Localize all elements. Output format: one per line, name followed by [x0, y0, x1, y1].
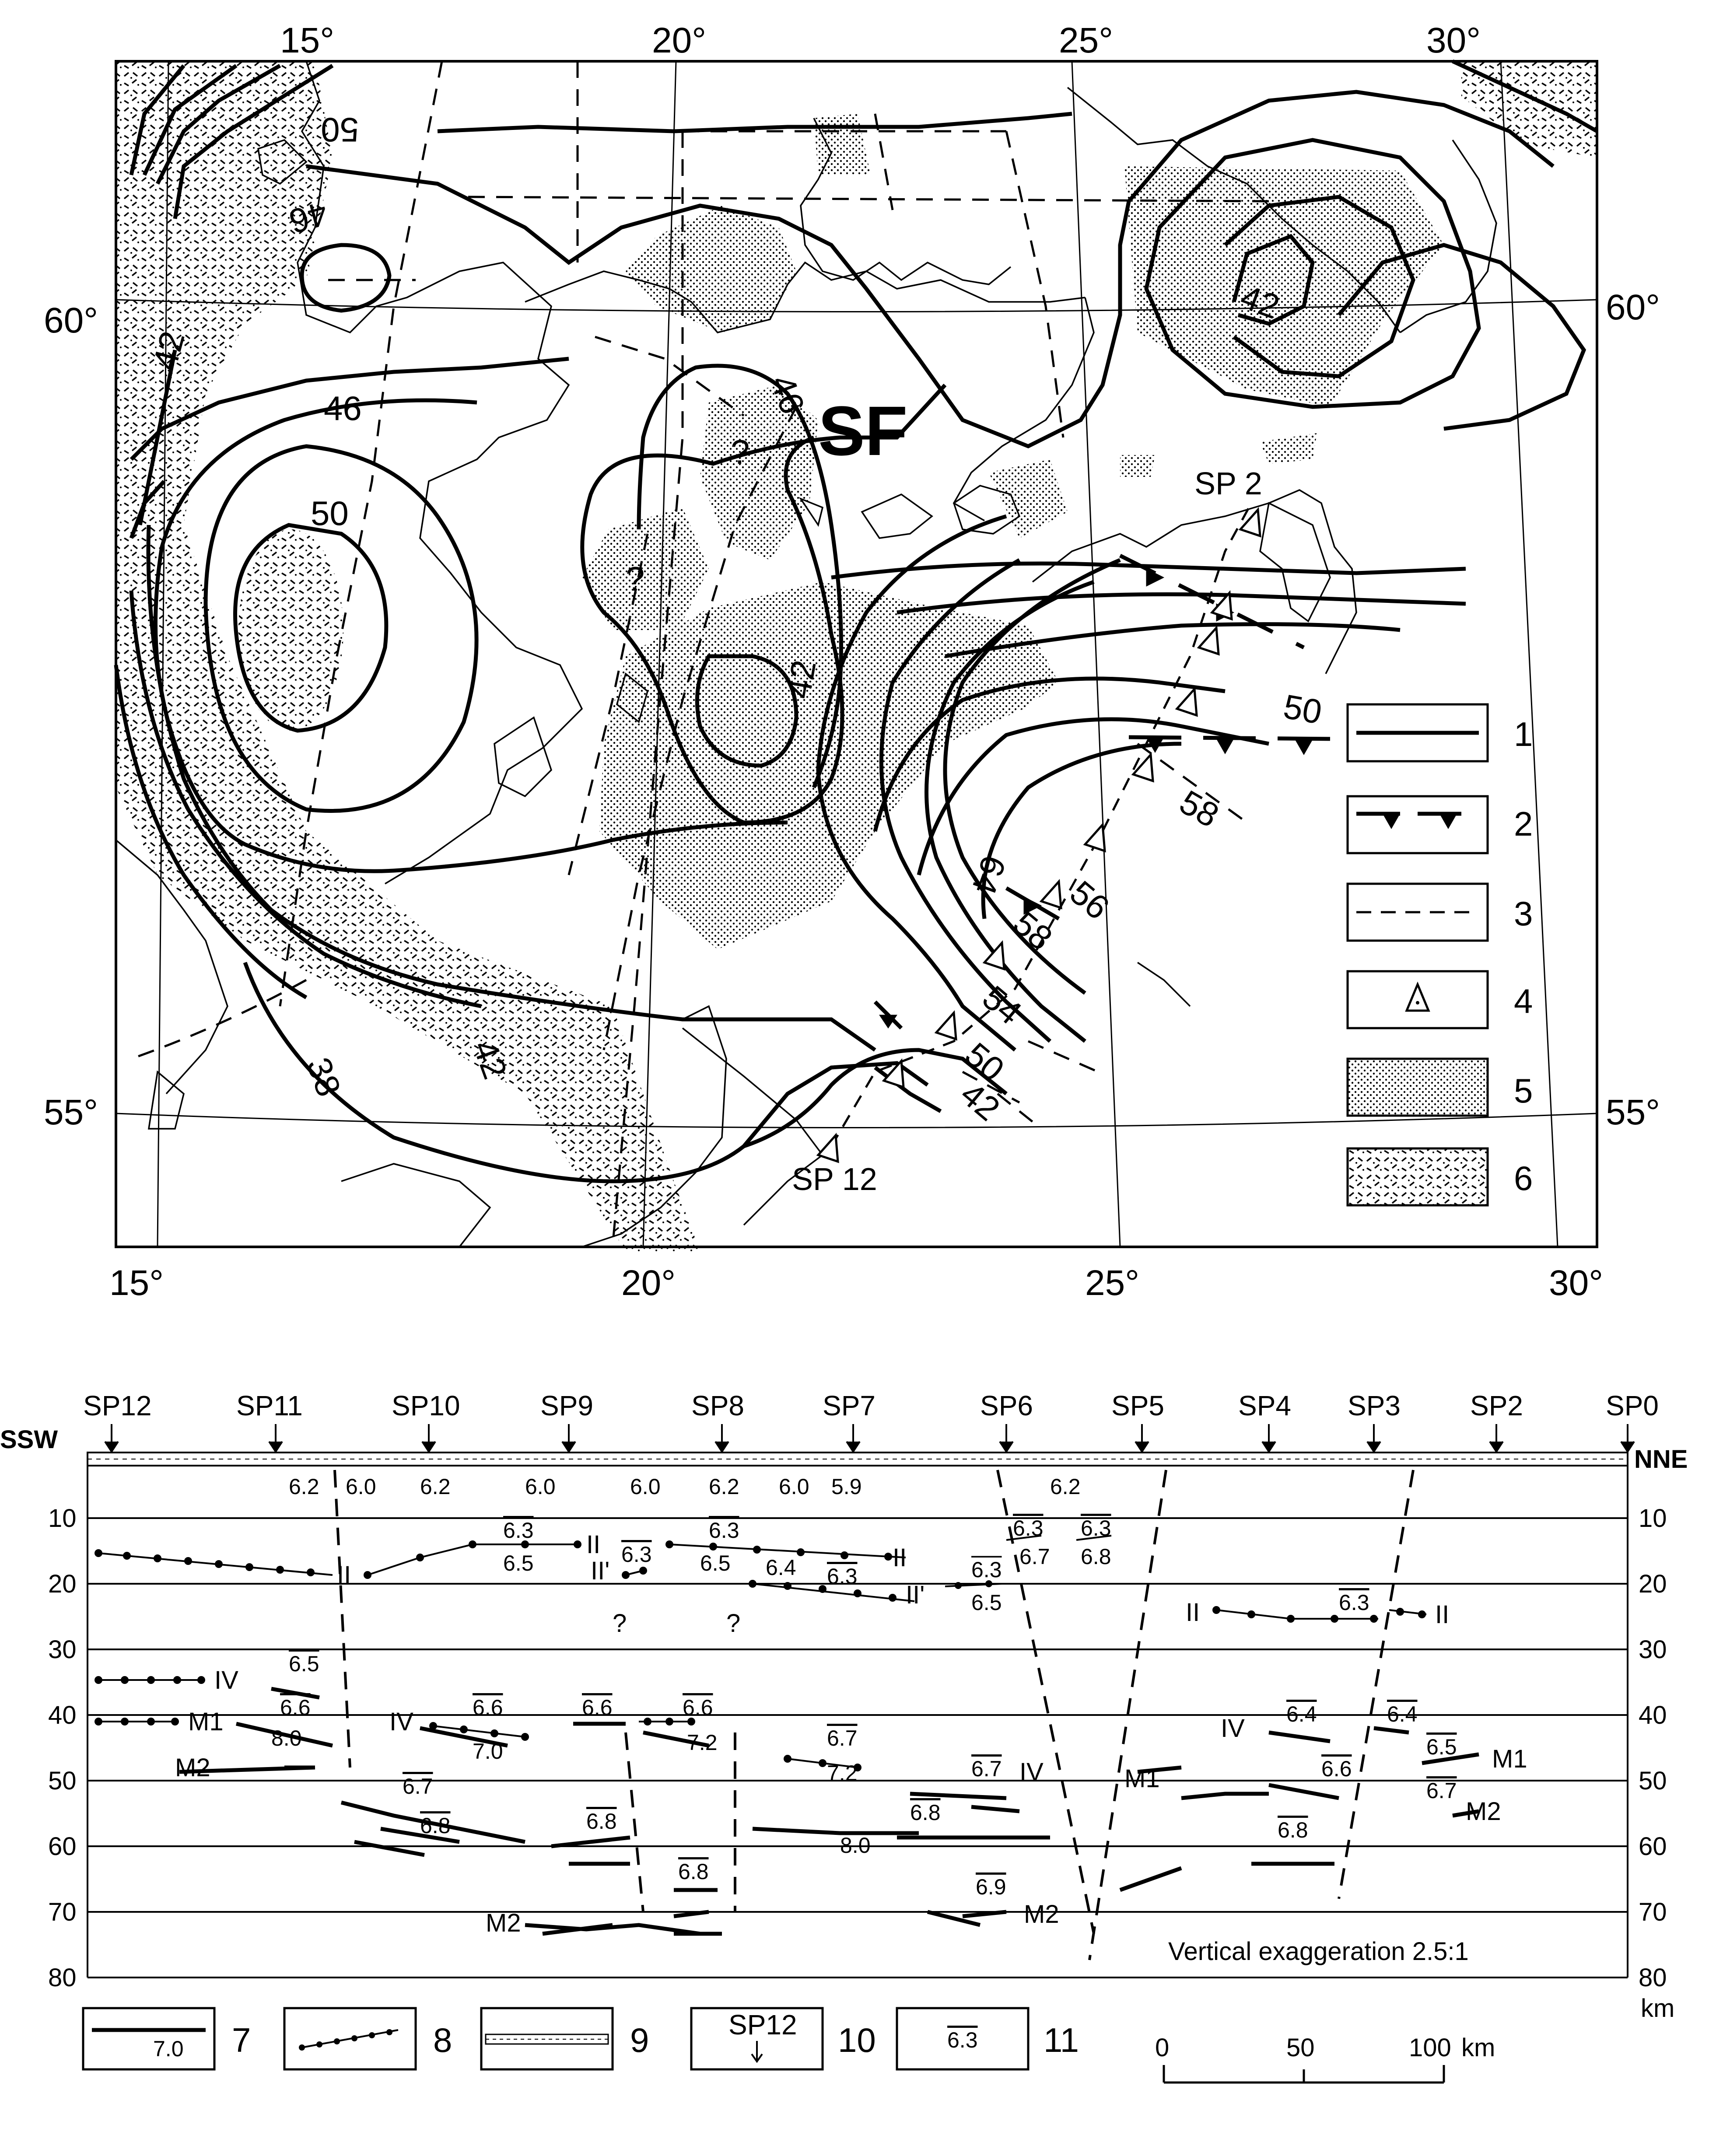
- velocity-label: 8.0: [840, 1833, 871, 1858]
- layer-label: IV: [389, 1708, 413, 1736]
- legend-label-7: 7: [232, 2021, 251, 2059]
- legend-label-6: 6: [1514, 1159, 1533, 1197]
- velocity-label: 6.8: [420, 1813, 451, 1838]
- depth-label: 50: [1639, 1767, 1667, 1795]
- velocity-label: 6.7: [1426, 1778, 1457, 1803]
- layer-label: IV: [214, 1666, 238, 1694]
- legend-label-5: 5: [1514, 1071, 1533, 1110]
- surface-velocities: [289, 1474, 1081, 1499]
- layer-label: II': [906, 1581, 925, 1609]
- scale-unit: km: [1461, 2034, 1495, 2062]
- velocity-label: 6.5: [700, 1551, 731, 1575]
- legend-label-11: 11: [1044, 2021, 1079, 2059]
- direction-left: SSW: [0, 1425, 58, 1454]
- velocity-label: 6.2: [709, 1474, 739, 1499]
- depth-label: 30: [48, 1635, 77, 1664]
- velocity-label: 6.8: [586, 1809, 617, 1834]
- depth-label: 30: [1639, 1635, 1667, 1664]
- velocity-label: 6.3: [1339, 1590, 1369, 1615]
- reflectors-solid: [179, 1689, 1479, 1934]
- layer-label: M2: [1024, 1900, 1059, 1928]
- sp2-label: SP 2: [1194, 466, 1262, 501]
- shot-point-label: SP4: [1238, 1390, 1291, 1421]
- lat-label-left-55: 55°: [44, 1092, 98, 1132]
- map-panel: [44, 21, 1660, 1303]
- velocity-label: 7.2: [827, 1761, 858, 1785]
- shot-point-label: SP8: [691, 1390, 744, 1421]
- lon-label-top-30: 30°: [1426, 21, 1481, 60]
- velocity-label: 6.8: [1081, 1544, 1111, 1569]
- velocity-label: 6.8: [1278, 1818, 1308, 1842]
- cross-section-panel: [0, 1390, 1688, 2023]
- velocity-label: 6.8: [678, 1859, 709, 1884]
- shot-points: [83, 1390, 1659, 1452]
- question-mark: ?: [613, 1609, 627, 1638]
- velocity-label: 7.2: [687, 1730, 718, 1755]
- shot-point-label: SP11: [236, 1390, 303, 1421]
- velocity-label: 6.3: [1081, 1516, 1111, 1540]
- layer-label: II: [1186, 1598, 1200, 1627]
- depth-label: 80: [48, 1964, 77, 1992]
- lat-label-left-60: 60°: [44, 301, 98, 340]
- velocity-label: 6.3: [827, 1564, 858, 1589]
- isoline-label: 58: [1173, 782, 1226, 835]
- velocity-label: 6.0: [779, 1474, 809, 1499]
- depth-label: 10: [48, 1504, 77, 1533]
- sp12-label: SP 12: [792, 1162, 877, 1197]
- question-mark: ?: [726, 1609, 741, 1638]
- depth-label: 70: [48, 1898, 77, 1926]
- depth-unit: km: [1641, 1994, 1675, 2023]
- velocity-label: 6.5: [289, 1652, 319, 1676]
- isoline-label: 38: [299, 1052, 349, 1102]
- legend-sample-velocity-7: 7.0: [153, 2037, 184, 2061]
- velocity-label: 8.0: [271, 1726, 302, 1750]
- depth-label: 20: [1639, 1570, 1667, 1598]
- velocity-label: 6.3: [621, 1542, 652, 1567]
- legend-label-4: 4: [1514, 982, 1533, 1020]
- isoline-label: 50: [1281, 687, 1325, 732]
- velocity-label: 6.2: [1050, 1474, 1081, 1499]
- shot-point-label: SP6: [980, 1390, 1033, 1421]
- shot-point-label: SP7: [823, 1390, 876, 1421]
- depth-label: 70: [1639, 1898, 1667, 1926]
- shot-point-label: SP9: [540, 1390, 593, 1421]
- lat-label-right-60: 60°: [1606, 287, 1660, 327]
- lon-label-bottom-30: 30°: [1549, 1263, 1604, 1303]
- depth-label: 40: [1639, 1701, 1667, 1729]
- velocity-label: 6.8: [910, 1800, 941, 1825]
- velocity-label: 6.0: [630, 1474, 661, 1499]
- layer-label: M2: [175, 1754, 210, 1782]
- velocity-label: 6.3: [1013, 1516, 1044, 1540]
- depth-labels-left: [48, 1504, 77, 1992]
- isoline-label: 58: [1006, 903, 1060, 958]
- velocity-label: 6.5: [1426, 1735, 1457, 1759]
- layer-label: IV: [1019, 1758, 1044, 1786]
- velocity-label: 6.2: [289, 1474, 319, 1499]
- question-mark: ?: [731, 433, 750, 471]
- layer-label: M1: [1492, 1745, 1527, 1773]
- lon-label-bottom-15: 15°: [109, 1263, 164, 1303]
- isoline-label: 64: [964, 850, 1014, 900]
- legend-label-1: 1: [1514, 715, 1533, 753]
- vertical-exaggeration-note: Vertical exaggeration 2.5:1: [1168, 1937, 1469, 1966]
- lat-label-right-55: 55°: [1606, 1092, 1660, 1132]
- velocity-label: 6.3: [503, 1518, 534, 1543]
- velocity-label: 6.0: [525, 1474, 556, 1499]
- direction-right: NNE: [1634, 1445, 1688, 1474]
- velocity-label: 6.6: [1321, 1757, 1352, 1781]
- legend-sample-sp: SP12: [728, 2009, 797, 2040]
- shot-point-label: SP3: [1348, 1390, 1401, 1421]
- velocity-label: 6.6: [683, 1695, 713, 1720]
- lon-label-bottom-25: 25°: [1085, 1263, 1140, 1303]
- isoline-label: 50: [311, 494, 349, 532]
- legend-label-8: 8: [433, 2021, 452, 2059]
- velocity-label: 6.5: [971, 1590, 1002, 1615]
- velocity-label: 5.9: [831, 1474, 862, 1499]
- velocity-label: 6.3: [971, 1558, 1002, 1582]
- isoline-label: 56: [1063, 873, 1117, 927]
- velocity-label: 6.6: [280, 1695, 311, 1720]
- legend-label-2: 2: [1514, 805, 1533, 843]
- depth-label: 60: [1639, 1832, 1667, 1861]
- isoline-label: 42: [1236, 277, 1285, 326]
- scale-tick: 0: [1155, 2034, 1170, 2062]
- depth-label: 60: [48, 1832, 77, 1861]
- layer-label: M2: [486, 1909, 521, 1937]
- legend-sample-velocity-11: 6.3: [947, 2028, 978, 2052]
- lon-label-top-15: 15°: [280, 21, 335, 60]
- isoline-label: 46: [763, 370, 812, 419]
- legend-label-9: 9: [630, 2021, 649, 2059]
- depth-label: 20: [48, 1570, 77, 1598]
- scale-tick: 50: [1286, 2034, 1315, 2062]
- velocity-label: 6.7: [971, 1757, 1002, 1781]
- velocity-label: 6.4: [766, 1555, 796, 1580]
- depth-labels-right: [1639, 1504, 1674, 2023]
- region-label-sf: SF: [818, 392, 908, 470]
- lon-label-top-20: 20°: [652, 21, 707, 60]
- velocity-label: 6.9: [976, 1875, 1006, 1899]
- question-mark: ?: [626, 560, 645, 598]
- depth-label: 80: [1639, 1964, 1667, 1992]
- layer-label: M1: [1124, 1764, 1160, 1793]
- velocity-label: 6.5: [503, 1551, 534, 1575]
- isoline-label: 42: [779, 657, 823, 701]
- shot-point-label: SP10: [392, 1390, 460, 1421]
- shot-point-label: SP0: [1606, 1390, 1659, 1421]
- legend-label-3: 3: [1514, 894, 1533, 933]
- scale-bar: [1155, 2034, 1495, 2082]
- map-legend: [1348, 704, 1533, 1205]
- layer-label: II: [893, 1544, 907, 1572]
- velocity-label: 6.4: [1387, 1702, 1418, 1726]
- lon-label-bottom-20: 20°: [621, 1263, 676, 1303]
- depth-label: 40: [48, 1701, 77, 1729]
- velocity-label: 6.6: [473, 1695, 503, 1720]
- lon-label-top-25: 25°: [1059, 21, 1114, 60]
- layer-label: M1: [188, 1708, 224, 1736]
- isoline-label: 50: [958, 1035, 1012, 1089]
- legend-label-10: 10: [838, 2021, 876, 2059]
- velocity-label: 6.3: [709, 1518, 739, 1543]
- layer-label: M2: [1466, 1797, 1501, 1826]
- isoline-label: 46: [285, 194, 332, 242]
- isoline-label: 42: [466, 1035, 515, 1084]
- velocity-label: 6.7: [827, 1726, 858, 1750]
- isoline-label: 46: [324, 389, 362, 427]
- layer-label: IV: [1221, 1714, 1245, 1743]
- velocity-label: 6.4: [1286, 1702, 1317, 1726]
- velocity-label: 6.2: [420, 1474, 451, 1499]
- isoline-label: 50: [321, 111, 359, 149]
- shot-point-label: SP2: [1470, 1390, 1523, 1421]
- velocity-label: 6.7: [403, 1774, 433, 1799]
- velocity-label: 6.6: [582, 1695, 613, 1720]
- scale-tick: 100: [1409, 2034, 1451, 2062]
- layer-label: II: [1435, 1600, 1450, 1629]
- layer-label: II: [337, 1561, 351, 1589]
- velocity-label: 6.0: [346, 1474, 376, 1499]
- layer-label: II': [591, 1557, 610, 1585]
- velocity-label: 7.0: [473, 1739, 503, 1764]
- bottom-legend: [83, 2008, 1079, 2069]
- layer-label: II: [586, 1530, 601, 1559]
- velocity-label: 6.7: [1019, 1544, 1050, 1569]
- isoline-label: 54: [975, 978, 1030, 1032]
- isoline-label: 42: [953, 1074, 1008, 1128]
- shot-point-label: SP5: [1111, 1390, 1164, 1421]
- shot-point-label: SP12: [83, 1390, 152, 1421]
- depth-label: 10: [1639, 1504, 1667, 1533]
- isoline-label: 42: [145, 327, 192, 374]
- depth-label: 50: [48, 1767, 77, 1795]
